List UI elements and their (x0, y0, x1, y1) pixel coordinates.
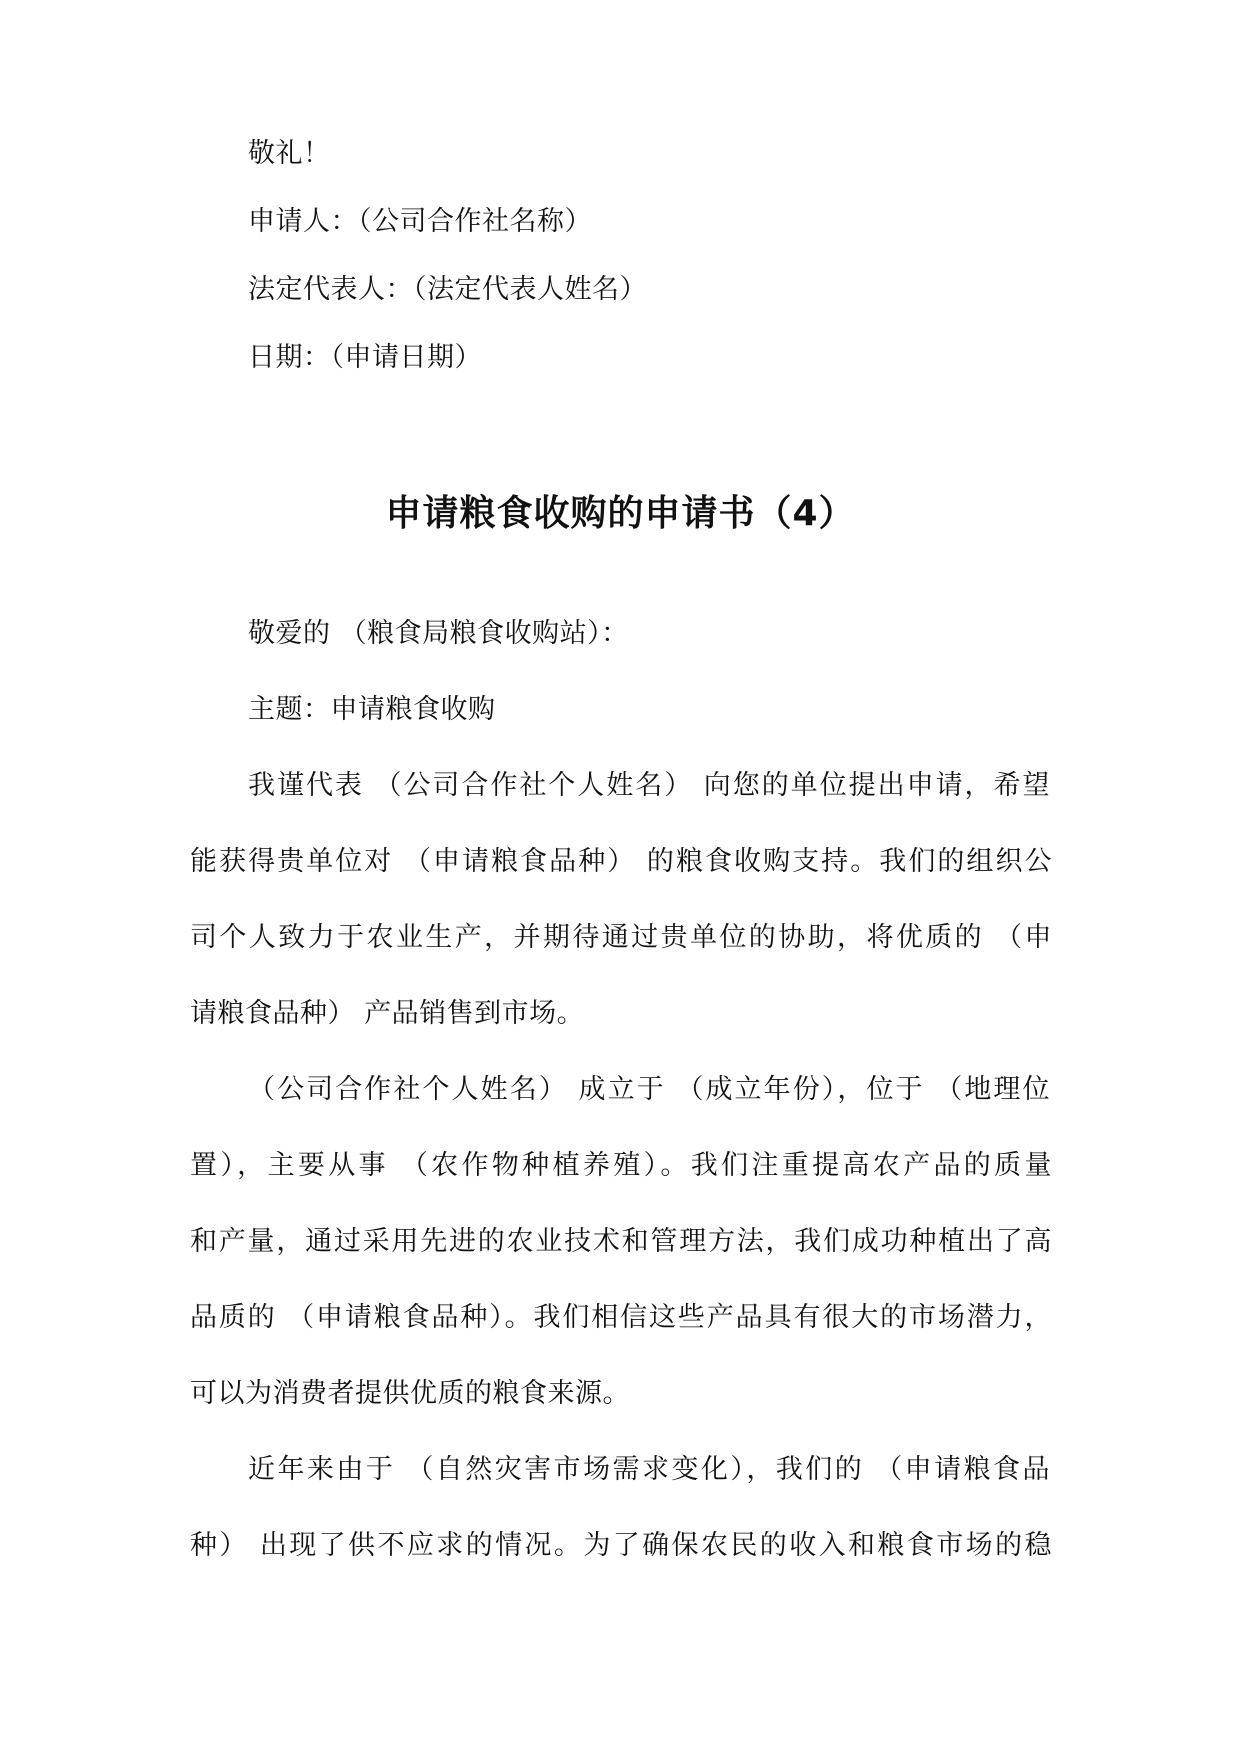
paragraph-1-line-1: 我谨代表 （公司合作社个人姓名） 向您的单位提出申请，希望 (248, 770, 1050, 801)
paragraph-3-line-1: 近年来由于 （自然灾害市场需求变化），我们的 （申请粮食品 (248, 1454, 1050, 1485)
paragraph-2-line-3: 和产量，通过采用先进的农业技术和管理方法，我们成功种植出了高 (190, 1226, 1052, 1257)
subject-line: 主题：申请粮食收购 (248, 694, 496, 725)
legal-representative-line: 法定代表人：（法定代表人姓名） (248, 274, 647, 305)
paragraph-2-line-2: 置），主要从事 （农作物种植养殖）。我们注重提高农产品的质量 (190, 1150, 1052, 1181)
greeting-line: 敬爱的 （粮食局粮食收购站）： (248, 618, 629, 649)
closing-salutation: 敬礼！ (248, 138, 331, 169)
paragraph-2-line-5: 可以为消费者提供优质的粮食来源。 (190, 1378, 630, 1409)
document-title: 申请粮食收购的申请书（4） (385, 493, 856, 534)
paragraph-1-line-4: 请粮食品种） 产品销售到市场。 (190, 998, 585, 1029)
paragraph-2-line-1: （公司合作社个人姓名） 成立于 （成立年份），位于 （地理位 (248, 1074, 1050, 1105)
paragraph-1-line-2: 能获得贵单位对 （申请粮食品种） 的粮食收购支持。我们的组织公 (190, 846, 1052, 877)
paragraph-1-line-3: 司个人致力于农业生产，并期待通过贵单位的协助，将优质的 （申 (190, 922, 1052, 953)
applicant-line: 申请人：（公司合作社名称） (248, 206, 592, 237)
paragraph-2-line-4: 品质的 （申请粮食品种）。我们相信这些产品具有很大的市场潜力， (190, 1302, 1052, 1333)
paragraph-3-line-2: 种） 出现了供不应求的情况。为了确保农民的收入和粮食市场的稳 (190, 1530, 1052, 1561)
date-line: 日期：（申请日期） (248, 342, 482, 373)
